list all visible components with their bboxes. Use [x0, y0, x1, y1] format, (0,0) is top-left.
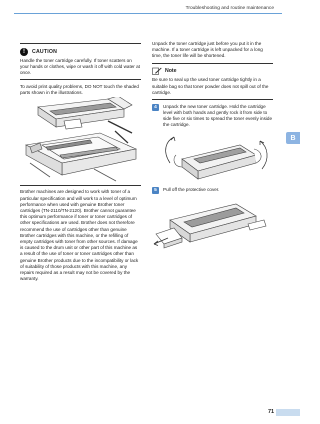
- step-number-badge: 5: [152, 187, 159, 194]
- caution-text: Handle the toner cartridge carefully. If toner scatters on your hands or clothes, wipe or wash it off with cold water at once.: [20, 57, 140, 76]
- left-column: [20, 43, 141, 282]
- note-pencil-icon: [152, 67, 162, 75]
- drum-shaded-parts-illustration: [20, 97, 141, 185]
- warranty-text: Brother machines are designed to work with toner of a particular specification and will work to a level of optimum performance when used with genuine Brother toner cartridges (TN-2110/TN-2120). Brother cannot guarantee this optimum performance if toner or toner cartridges of other specifications are used. Brother does not therefore recommend the use of cartridges other than genuine Brother cartridges with this machine, or the refilling of empty cartridges with toner from other sources. If damage is caused to the drum unit or other part of this machine as a result of the use of toner or toner cartridges other than genuine Brother products due to the incompatibility or lack of suitability of those products with this machine, any repairs required as a result may not be covered by the warranty.: [20, 189, 139, 282]
- running-header: Troubleshooting and routine maintenance: [185, 6, 274, 11]
- note-title: Note: [165, 68, 177, 75]
- right-column: [152, 41, 273, 256]
- step-5-text: Pull off the protective cover.: [163, 186, 220, 192]
- header-rule: [14, 13, 282, 14]
- chapter-tab: B: [286, 132, 300, 144]
- unpack-text: Unpack the toner cartridge just before you put it in the machine. If a toner cartridge is left unpacked for a long time, the toner life will be shortened.: [152, 41, 263, 59]
- caution-exclamation-icon: !: [20, 48, 28, 56]
- note-heading: [152, 67, 273, 75]
- page-number: 71: [268, 409, 275, 415]
- print-quality-text: To avoid print quality problems, DO NOT touch the shaded parts shown in the illustrations.: [20, 84, 139, 96]
- caution-heading: [20, 48, 141, 56]
- protective-cover-illustration: [152, 194, 273, 256]
- caution-title: CAUTION: [32, 48, 58, 55]
- caution-top-rule: [20, 43, 141, 44]
- footer-bar: [276, 409, 300, 416]
- rock-cartridge-illustration: [152, 129, 273, 187]
- step-number-badge: 4: [152, 104, 159, 111]
- step-5: [152, 187, 273, 195]
- note-text: Be sure to seal up the used toner cartridge tightly in a suitable bag so that toner powder does not spill out of the cartridge.: [152, 77, 269, 95]
- step-4-text: Unpack the new toner cartridge. Hold the cartridge level with both hands and gently rock it from side to side five or six times to spread the toner evenly inside the cartridge.: [163, 103, 273, 128]
- note-top-rule: [152, 63, 273, 64]
- step-4: [152, 104, 273, 129]
